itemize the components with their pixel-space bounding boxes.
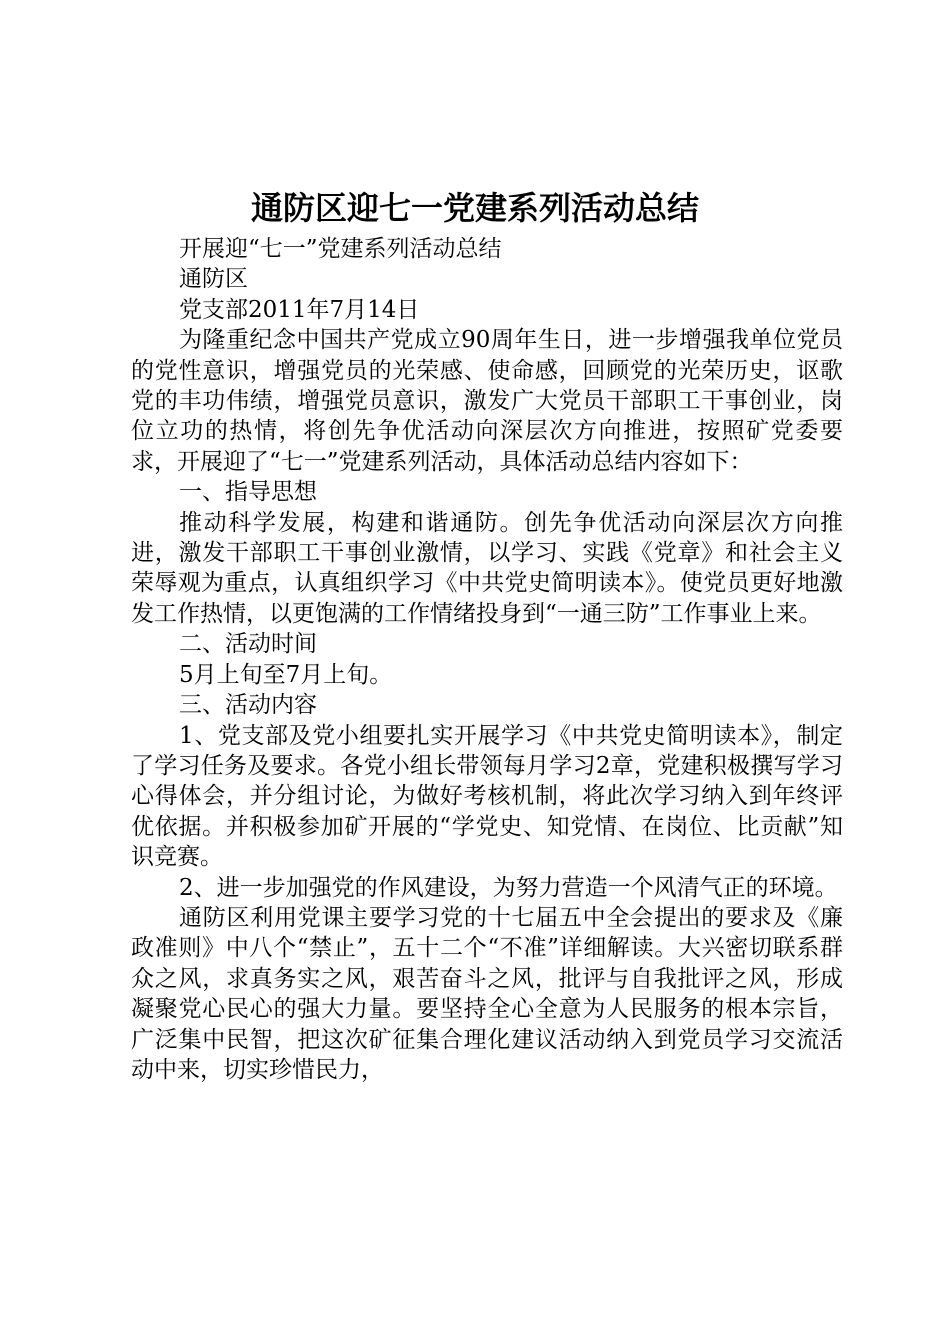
activity-content-item-2: 2、进一步加强党的作风建设，为努力营造一个风清气正的环境。 <box>179 874 838 901</box>
intro-paragraph: 为隆重纪念中国共产党成立90周年生日，进一步增强我单位党员的党性意识，增强党员的光荣感、使命感，回顾党的光荣历史，讴歌党的丰功伟绩，增强党员意识，激发广大党员干部职工干事创业，岗位立功的热情，将创先争优活动向深层次方向推进，按照矿党委要求，开展迎了“七一”党建系列活动，具体活动总结内容如下： <box>131 327 843 475</box>
document-body <box>131 234 843 1085</box>
guiding-thought-paragraph: 推动科学发展，构建和谐通防。创先争优活动向深层次方向推进，激发干部职工干事创业激情，以学习、实践《党章》和社会主义荣辱观为重点，认真组织学习《中共党史简明读本》。使党员更好地激发工作热情，以更饱满的工作情绪投身到“一通三防”工作事业上来。 <box>131 509 843 627</box>
activity-content-item-1: 1、党支部及党小组要扎实开展学习《中共党史简明读本》，制定了学习任务及要求。各党小组长带领每月学习2章，党建积极撰写学习心得体会，并分组讨论，为做好考核机制，将此次学习纳入到年终评优依据。并积极参加矿开展的“学党史、知党情、在岗位、比贡献”知识竞赛。 <box>131 722 843 871</box>
subtitle-line: 开展迎“七一”党建系列活动总结 <box>179 236 502 262</box>
section-heading-guiding-thought: 一、指导思想 <box>179 479 317 506</box>
activity-time-paragraph: 5月上旬至7月上旬。 <box>179 661 393 688</box>
section-heading-activity-time: 二、活动时间 <box>179 631 317 658</box>
activity-content-detail-paragraph: 通防区利用党课主要学习党的十七届五中全会提出的要求及《廉政准则》中八个“禁止”，五十二个“不准”详细解读。大兴密切联系群众之风，求真务实之风，艰苦奋斗之风，批评与自我批评之风，形成凝聚党心民心的强大力量。要坚持全心全意为人民服务的根本宗旨，广泛集中民智，把这次矿征集合理化建议活动纳入到党员学习交流活动中来，切实珍惜民力， <box>131 904 843 1083</box>
document-title: 通防区迎七一党建系列活动总结 <box>250 189 699 227</box>
date-line: 党支部2011年7月14日 <box>179 296 420 323</box>
section-heading-activity-content: 三、活动内容 <box>179 692 317 719</box>
department-line: 通防区 <box>179 266 248 293</box>
